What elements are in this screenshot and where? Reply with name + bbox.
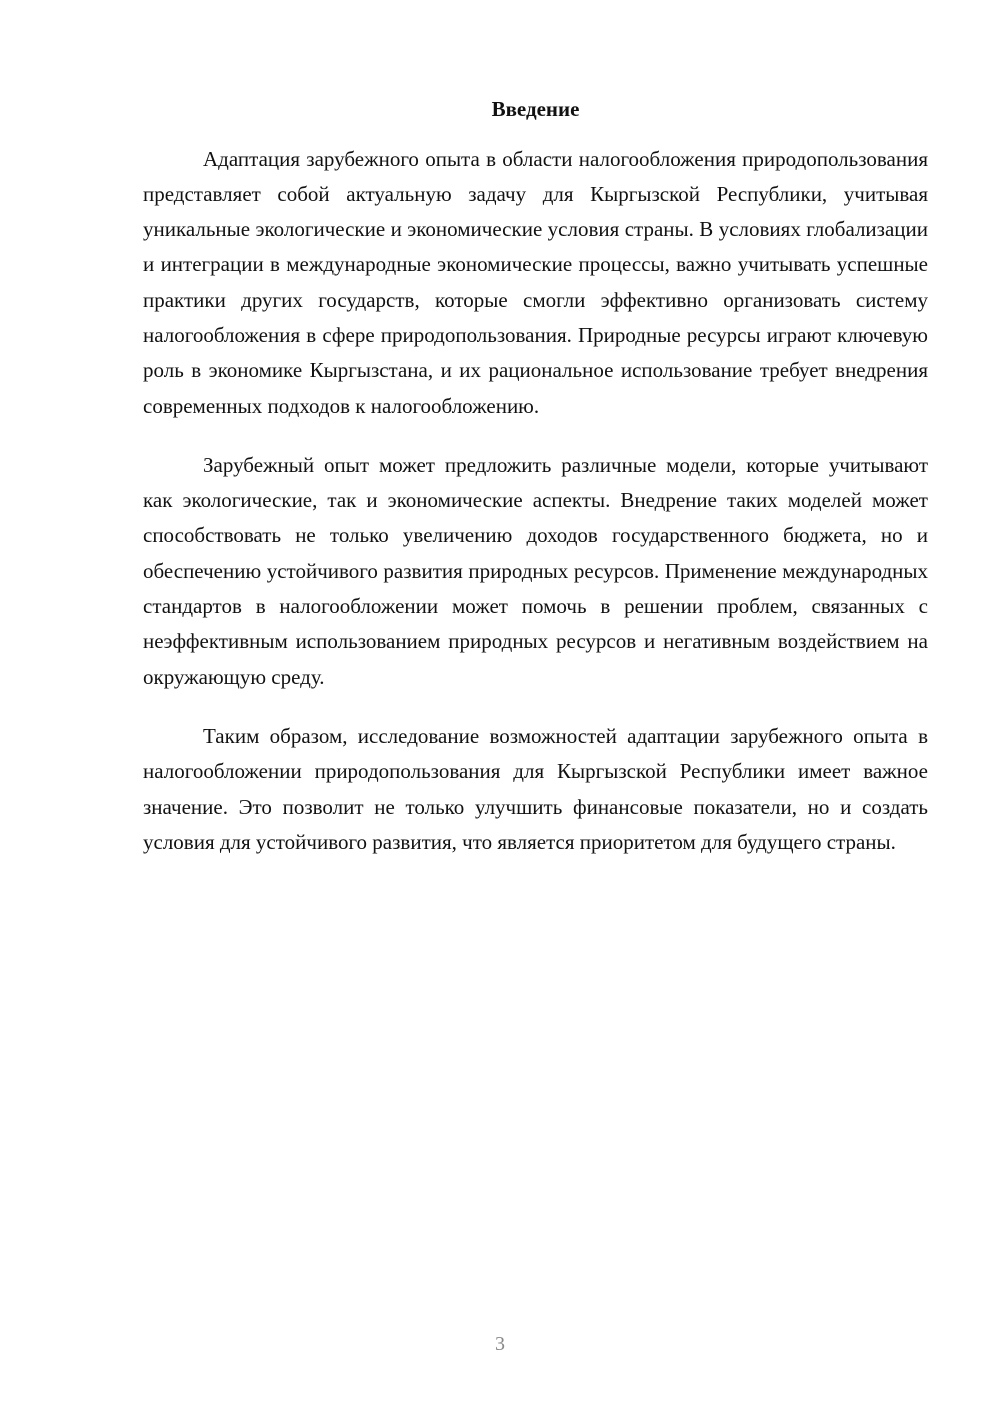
document-body: [143, 94, 928, 884]
section-heading: Введение: [491, 97, 580, 121]
paragraph-3: Таким образом, исследование возможностей адаптации зарубежного опыта в налогообложении природопользования для Кыргызской Республики имеет важное значение. Это позволит не только улучшить финансовые показатели, но и создать условия для устойчивого развития, что является приоритетом для будущего страны.: [143, 723, 928, 854]
paragraph-1: Адаптация зарубежного опыта в области налогообложения природопользования представляет собой актуальную задачу для Кыргызской Республики, учитывая уникальные экологические и экономические условия страны. В условиях глобализации и интеграции в международные экономические процессы, важно учитывать успешные практики других государств, которые смогли эффективно организовать систему налогообложения в сфере природопользования. Природные ресурсы играют ключевую роль в экономике Кыргызстана, и их рациональное использование требует внедрения современных подходов к налогообложению.: [143, 146, 928, 418]
paragraph-2: Зарубежный опыт может предложить различные модели, которые учитывают как экологические, так и экономические аспекты. Внедрение таких моделей может способствовать не только увеличению доходов государственного бюджета, но и обеспечению устойчивого развития природных ресурсов. Применение международных стандартов в налогообложении может помочь в решении проблем, связанных с неэффективным использованием природных ресурсов и негативным воздействием на окружающую среду.: [143, 452, 928, 689]
page-number: 3: [495, 1333, 505, 1355]
